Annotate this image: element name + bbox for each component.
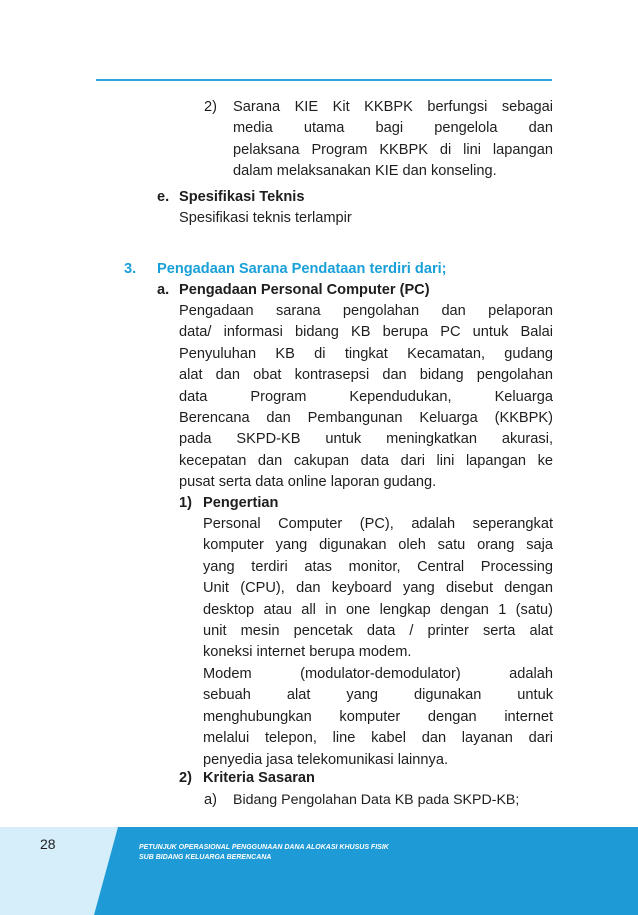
item-e-text: Spesifikasi teknis terlampir <box>179 210 352 226</box>
sub-2-item-a-text: Bidang Pengolahan Data KB pada SKPD-KB; <box>233 792 520 808</box>
text-line: sebuah alat yang digunakan untuk <box>203 687 553 704</box>
text-line: data/ informasi bidang KB berupa PC untuk Balai <box>179 324 553 341</box>
text-line: media utama bagi pengelola dan <box>233 120 553 137</box>
item-2-paragraph <box>233 97 553 183</box>
text-line: menghubungkan komputer dengan internet <box>203 708 553 725</box>
sub-1-paragraph-1 <box>203 514 553 664</box>
text-line: yang terdiri atas monitor, Central Processing <box>203 558 553 575</box>
sub-1-paragraph-2 <box>203 664 553 771</box>
footer-line-1: PETUNJUK OPERASIONAL PENGGUNAAN DANA ALOKASI KHUSUS FISIK <box>139 844 389 851</box>
text-line: pusat serta data online laporan gudang. <box>179 474 437 491</box>
text-line: Sarana KIE Kit KKBPK berfungsi sebagai <box>233 99 553 115</box>
text-line: Personal Computer (PC), adalah seperangkat <box>203 516 553 532</box>
top-rule <box>96 79 552 81</box>
text-line: koneksi internet berupa modem. <box>203 644 412 661</box>
item-e-title: Spesifikasi Teknis <box>179 189 305 205</box>
page-number: 28 <box>40 836 56 852</box>
sub-1-marker: 1) <box>179 495 192 511</box>
sub-1-title: Pengertian <box>203 495 279 511</box>
text-line: desktop atau all in one lengkap dengan 1 (satu) <box>203 601 553 618</box>
sub-2-marker: 2) <box>179 770 192 786</box>
text-line: dalam melaksanakan KIE dan konseling. <box>233 163 497 180</box>
footer-band <box>0 827 638 915</box>
text-line: penyedia jasa telekomunikasi lainnya. <box>203 751 449 768</box>
text-line: komputer yang digunakan oleh satu orang saja <box>203 537 553 554</box>
text-line: data Program Kependudukan, Keluarga <box>179 388 553 405</box>
item-a-paragraph <box>179 301 553 494</box>
item-e-marker: e. <box>157 189 170 205</box>
text-line: Pengadaan sarana pengolahan dan pelaporan <box>179 303 553 319</box>
text-line: Penyuluhan KB di tingkat Kecamatan, gudang <box>179 345 553 362</box>
text-line: pelaksana Program KKBPK di lini lapangan <box>233 141 553 158</box>
footer-accent-shape <box>94 827 638 915</box>
sub-2-title: Kriteria Sasaran <box>203 770 315 786</box>
footer-caption <box>139 843 389 863</box>
item-2-marker: 2) <box>204 99 217 115</box>
sub-2-item-a-marker: a) <box>204 792 217 808</box>
text-line: kecepatan dan cakupan data dari lini lapangan ke <box>179 452 553 469</box>
text-line: pada SKPD-KB untuk meningkatkan akurasi, <box>179 431 553 448</box>
text-line: melalui telepon, line kabel dan layanan dari <box>203 730 553 747</box>
item-a-title: Pengadaan Personal Computer (PC) <box>179 282 430 298</box>
text-line: Unit (CPU), dan keyboard yang disebut dengan <box>203 580 553 597</box>
text-line: alat dan obat kontrasepsi dan bidang pengolahan <box>179 367 553 384</box>
footer-line-2: SUB BIDANG KELUARGA BERENCANA <box>139 854 272 861</box>
text-line: Berencana dan Pembangunan Keluarga (KKBPK) <box>179 410 553 427</box>
section-3-title: Pengadaan Sarana Pendataan terdiri dari; <box>157 261 447 277</box>
text-line: unit mesin pencetak data / printer serta alat <box>203 623 553 640</box>
item-a-marker: a. <box>157 282 170 298</box>
section-3-marker: 3. <box>124 261 137 277</box>
text-line: Modem (modulator-demodulator) adalah <box>203 666 553 682</box>
